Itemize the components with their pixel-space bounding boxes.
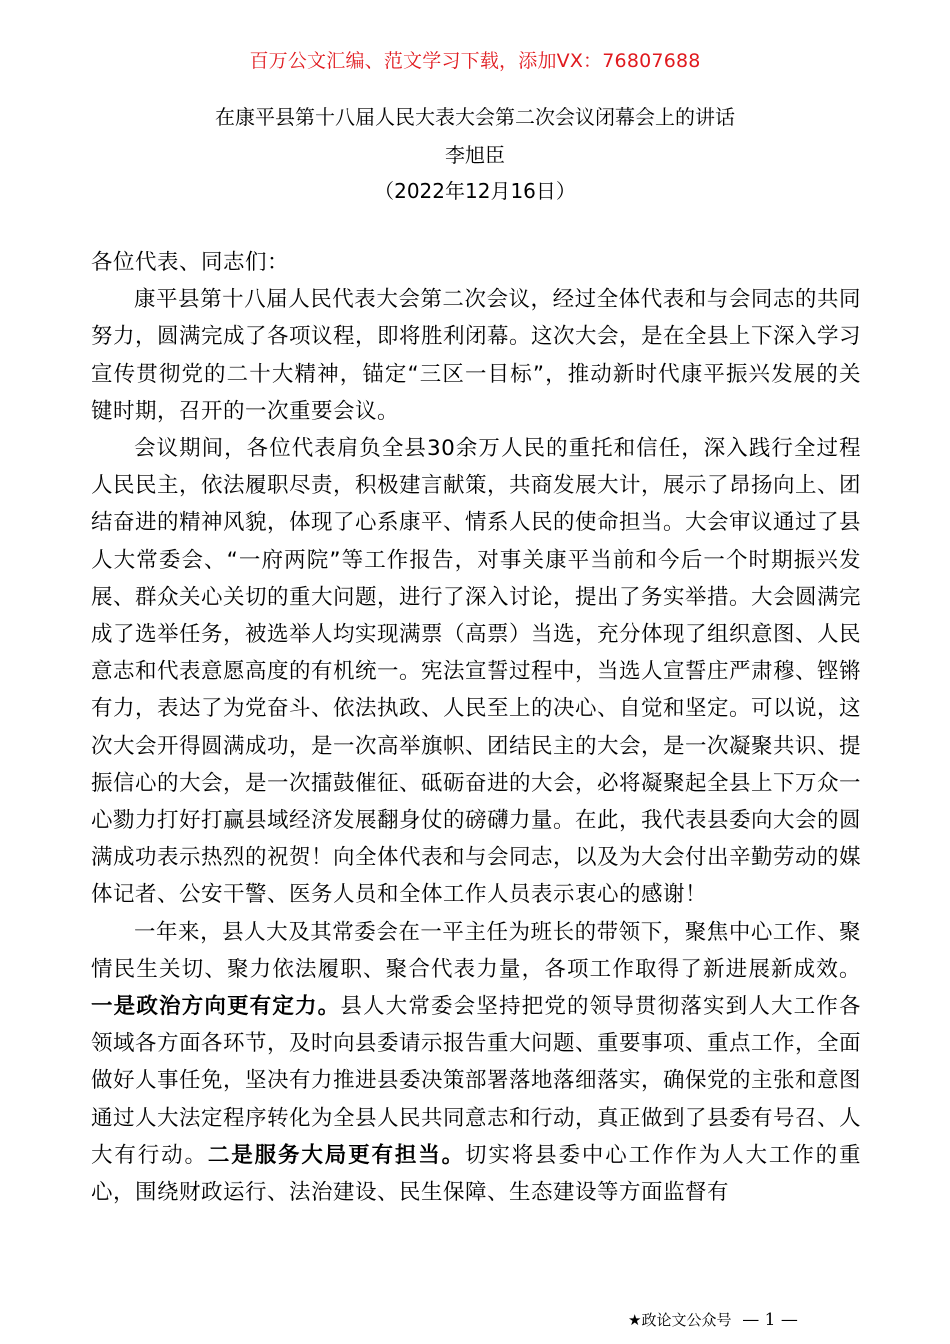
point-two-heading: 二是服务大局更有担当。 [207,1142,465,1168]
paragraph-3 [91,914,861,1212]
point-one-text: 县人大常委会坚持把党的领导贯彻落实到人大工作各领域各方面各环节，及时向县委请示报告重大问题、重要事项、重点工作，全面做好人事任免，坚决有力推进县委决策部署落地落细落实，确保党的主张和意图通过人大法定程序转化为全县人民共同意志和行动，真正做到了县委有号召、人大有行动。 [91,994,862,1168]
page-number: — 1 — [742,1310,798,1330]
document-date: （2022年12月16日） [374,179,576,203]
paragraph-3-intro: 一年来，县人大及其常委会在一平主任为班长的带领下，聚焦中心工作、聚情民生关切、聚力依法履职、聚合代表力量，各项工作取得了新进展新成效。 [91,919,861,982]
point-one-heading: 一是政治方向更有定力。 [91,994,341,1020]
header-banner: 百万公文汇编、范文学习下载，添加VX：76807688 [249,50,701,72]
paragraph-1: 康平县第十八届人民代表大会第二次会议，经过全体代表和与会同志的共同努力，圆满完成了各项议程，即将胜利闭幕。这次大会，是在全县上下深入学习宣传贯彻党的二十大精神，锚定“三区一目标”，推动新时代康平振兴发展的关键时期，召开的一次重要会议。 [91,287,862,424]
point-two-text: 切实将县委中心工作作为人大工作的重心，围绕财政运行、法治建设、民生保障、生态建设等方面监督有 [91,1142,861,1206]
paragraph-2: 会议期间，各位代表肩负全县30余万人民的重托和信任，深入践行全过程人民民主，依法履职尽责，积极建言献策，共商发展大计，展示了昂扬向上、团结奋进的精神风貌，体现了心系康平、情系人民的使命担当。大会审议通过了县人大常委会、“一府两院”等工作报告，对事关康平当前和今后一个时期振兴发展、群众关心关切的重大问题，进行了深入讨论，提出了务实举措。大会圆满完成了选举任务，被选举人均实现满票（高票）当选，充分体现了组织意图、人民意志和代表意愿高度的有机统一。宪法宣誓过程中，当选人宣誓庄严肃穆、铿锵有力，表达了为党奋斗、依法执政、人民至上的决心、自觉和坚定。可以说，这次大会开得圆满成功，是一次高举旗帜、团结民主的大会，是一次凝聚共识、提振信心的大会，是一次擂鼓催征、砥砺奋进的大会，必将凝聚起全县上下万众一心勠力打好打赢县域经济发展翻身仗的磅礴力量。在此，我代表县委向大会的圆满成功表示热烈的祝贺！向全体代表和与会同志，以及为大会付出辛勤劳动的媒体记者、公安干警、医务人员和全体工作人员表示衷心的感谢！ [91,436,862,908]
document-title: 在康平县第十八届人民大表大会第二次会议闭幕会上的讲话 [215,105,735,129]
document-body [91,244,861,1211]
footer-source: ★政论文公众号 [628,1311,732,1329]
salutation: 各位代表、同志们： [91,250,290,275]
document-author: 李旭臣 [445,143,505,167]
page-footer [628,1309,798,1330]
